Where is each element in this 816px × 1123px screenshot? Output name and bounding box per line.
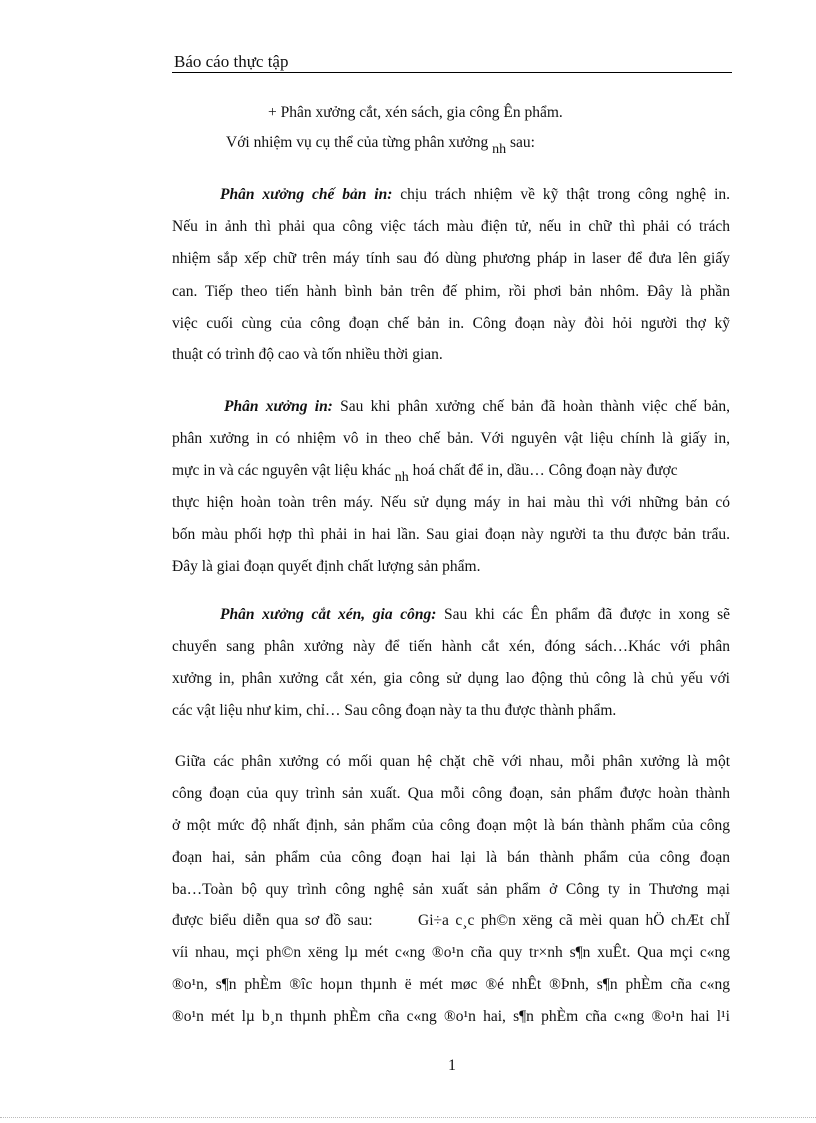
p1-line-1 — [220, 185, 730, 205]
p2-line-3-text: mực in và các nguyên vật liệu khác — [172, 462, 391, 479]
page-bottom-border — [0, 1117, 816, 1118]
intro-line-2-text: Với nhiệm vụ cụ thể của từng phân xưởng — [226, 134, 489, 151]
p2-line-3-sub: nh — [394, 470, 409, 485]
p4-line-1: Giữa các phân xưởng có mối quan hệ chặt chẽ với nhau, mỗi phân xưởng là một — [175, 753, 730, 770]
p1-line-1-text: chịu trách nhiệm về kỹ thật trong công nghệ in. — [392, 186, 730, 203]
p3-line-1-text: Sau khi các Ên phẩm đã được in xong sẽ — [436, 606, 730, 623]
p3-lead: Phân xưởng cắt xén, gia công: — [220, 606, 437, 623]
p4-line-5: ba…Toàn bộ quy trình công nghệ sản xuất sản phẩm ở Công ty in Thương mại — [172, 881, 730, 898]
p4-line-9: ®o¹n mét lµ b¸n thµnh phÈm cña c«ng ®o¹n hai, s¶n phÈm cña c«ng ®o¹n hai l¹i — [172, 1008, 730, 1025]
p1-line-4: can. Tiếp theo tiến hành bình bản trên đế phim, rồi phơi bản nhôm. Đây là phần — [172, 283, 730, 300]
p2-line-2: phân xưởng in có nhiệm vô in theo chế bản. Với nguyên vật liệu chính là giấy in, — [172, 430, 730, 447]
p2-line-3 — [172, 461, 678, 485]
p3-line-3: xưởng in, phân xưởng cắt xén, gia công sử dụng lao động thủ công là chủ yếu với — [172, 670, 730, 687]
p2-lead: Phân xưởng in: — [224, 398, 333, 415]
p4-line-7: víi nhau, mçi ph©n xëng lµ mét c«ng ®o¹n cña quy tr×nh s¶n xuÊt. Qua mçi c«ng — [172, 944, 730, 961]
p1-line-5: việc cuối cùng của công đoạn chế bản in. Công đoạn này đòi hỏi người thợ kỹ — [172, 315, 730, 332]
p4-line-4: đoạn hai, sản phẩm của công đoạn hai lại là bán thành phẩm của công đoạn — [172, 849, 730, 866]
p2-line-4: thực hiện hoàn toàn trên máy. Nếu sử dụng máy in hai màu thì với những bản có — [172, 494, 730, 511]
p4-line-6: được biểu diễn qua sơ đồ sau: Gi÷a c¸c ph©n xëng cã mèi quan hÖ chÆt chÏ — [172, 912, 730, 929]
p1-line-6: thuật có trình độ cao và tốn nhiều thời gian. — [172, 346, 443, 363]
p4-line-2: công đoạn của quy trình sản xuất. Qua mỗi công đoạn, sản phẩm được hoàn thành — [172, 785, 730, 802]
p2-line-1 — [224, 397, 730, 417]
p3-line-4: các vật liệu như kim, chỉ… Sau công đoạn này ta thu được thành phẩm. — [172, 702, 617, 719]
document-header-title: Báo cáo thực tập — [174, 52, 289, 71]
p1-line-2: Nếu in ảnh thì phải qua công việc tách màu điện tử, nếu in chữ thì phải có trách — [172, 218, 730, 235]
p1-lead: Phân xưởng chế bản in: — [220, 186, 393, 203]
intro-line-2-sub: nh — [492, 142, 507, 157]
p2-line-1-text: Sau khi phân xưởng chế bản đã hoàn thành việc chế bản, — [332, 398, 730, 415]
intro-line-2-end: sau: — [509, 134, 535, 151]
p4-line-3: ở một mức độ nhất định, sản phẩm của công đoạn một là bán thành phẩm của công — [172, 817, 730, 834]
header-divider — [172, 72, 732, 73]
page-number: 1 — [448, 1057, 456, 1074]
p2-line-3-end: hoá chất để in, dầu… Công đoạn này được — [412, 462, 678, 479]
p2-line-6: Đây là giai đoạn quyết định chất lượng sản phẩm. — [172, 558, 481, 575]
p3-line-2: chuyển sang phân xưởng này để tiến hành cắt xén, đóng sách…Khác với phân — [172, 638, 730, 655]
p2-line-5: bốn màu phối hợp thì phải in hai lần. Sau giai đoạn này người ta thu được bản trẩu. — [172, 526, 730, 543]
p4-line-8: ®o¹n, s¶n phÈm ®îc hoµn thµnh ë mét møc ®é nhÊt ®Þnh, s¶n phÈm cña c«ng — [172, 976, 730, 993]
p3-line-1 — [220, 605, 730, 625]
intro-line-2 — [226, 133, 535, 157]
intro-line-1: + Phân xưởng cắt, xén sách, gia công Ên phẩm. — [268, 104, 563, 121]
p1-line-3: nhiệm sắp xếp chữ trên máy tính sau đó dùng phương pháp in laser để đưa lên giấy — [172, 250, 730, 267]
